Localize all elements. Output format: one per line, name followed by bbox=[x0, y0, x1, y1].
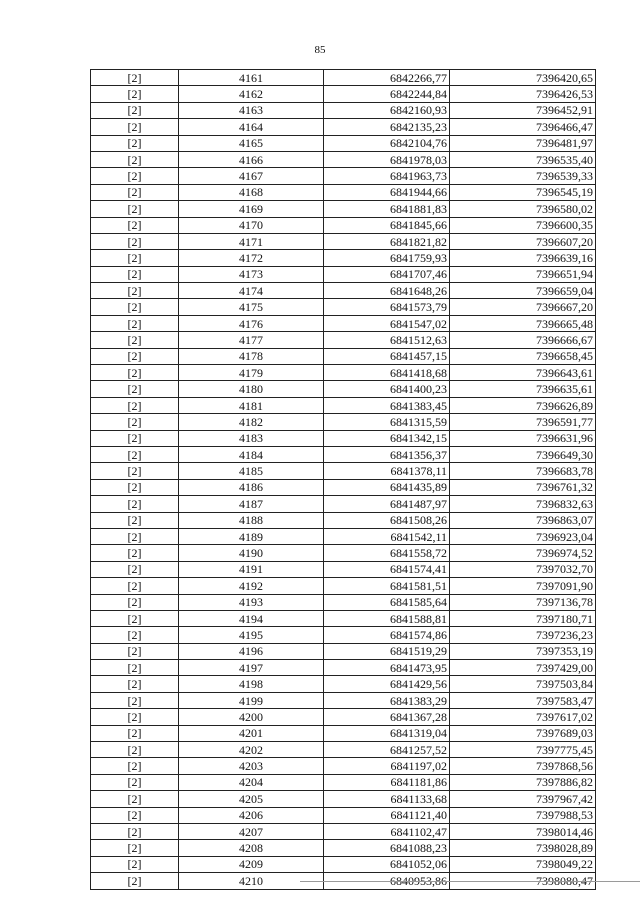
x-coordinate-cell: 6840953,86 bbox=[324, 873, 450, 889]
x-coordinate-cell: 6842160,93 bbox=[324, 102, 450, 118]
x-coordinate-cell: 6841383,45 bbox=[324, 397, 450, 413]
y-coordinate-cell: 7397180,71 bbox=[450, 610, 596, 626]
point-number-cell: 4197 bbox=[179, 660, 324, 676]
ref-cell: [2] bbox=[91, 70, 179, 86]
table-row bbox=[91, 151, 596, 167]
point-number-cell: 4176 bbox=[179, 315, 324, 331]
point-number-cell: 4205 bbox=[179, 791, 324, 807]
ref-cell: [2] bbox=[91, 381, 179, 397]
ref-cell: [2] bbox=[91, 676, 179, 692]
point-number-cell: 4203 bbox=[179, 758, 324, 774]
point-number-cell: 4183 bbox=[179, 430, 324, 446]
y-coordinate-cell: 7397503,84 bbox=[450, 676, 596, 692]
ref-cell: [2] bbox=[91, 856, 179, 872]
point-number-cell: 4178 bbox=[179, 348, 324, 364]
point-number-cell: 4204 bbox=[179, 774, 324, 790]
ref-cell: [2] bbox=[91, 873, 179, 889]
footer-rule bbox=[300, 881, 640, 882]
x-coordinate-cell: 6841133,68 bbox=[324, 791, 450, 807]
point-number-cell: 4201 bbox=[179, 725, 324, 741]
ref-cell: [2] bbox=[91, 594, 179, 610]
x-coordinate-cell: 6841367,28 bbox=[324, 709, 450, 725]
y-coordinate-cell: 7396761,32 bbox=[450, 479, 596, 495]
x-coordinate-cell: 6841978,03 bbox=[324, 151, 450, 167]
x-coordinate-cell: 6841648,26 bbox=[324, 283, 450, 299]
table-row bbox=[91, 266, 596, 282]
point-number-cell: 4187 bbox=[179, 496, 324, 512]
y-coordinate-cell: 7396426,53 bbox=[450, 86, 596, 102]
y-coordinate-cell: 7396666,67 bbox=[450, 332, 596, 348]
y-coordinate-cell: 7396535,40 bbox=[450, 151, 596, 167]
point-number-cell: 4163 bbox=[179, 102, 324, 118]
ref-cell: [2] bbox=[91, 250, 179, 266]
x-coordinate-cell: 6841542,11 bbox=[324, 528, 450, 544]
table-row bbox=[91, 119, 596, 135]
x-coordinate-cell: 6841429,56 bbox=[324, 676, 450, 692]
y-coordinate-cell: 7397353,19 bbox=[450, 643, 596, 659]
table-row bbox=[91, 676, 596, 692]
ref-cell: [2] bbox=[91, 217, 179, 233]
table-row bbox=[91, 446, 596, 462]
ref-cell: [2] bbox=[91, 332, 179, 348]
x-coordinate-cell: 6842135,23 bbox=[324, 119, 450, 135]
y-coordinate-cell: 7396639,16 bbox=[450, 250, 596, 266]
point-number-cell: 4209 bbox=[179, 856, 324, 872]
y-coordinate-cell: 7396626,89 bbox=[450, 397, 596, 413]
ref-cell: [2] bbox=[91, 610, 179, 626]
y-coordinate-cell: 7397886,82 bbox=[450, 774, 596, 790]
point-number-cell: 4194 bbox=[179, 610, 324, 626]
point-number-cell: 4188 bbox=[179, 512, 324, 528]
ref-cell: [2] bbox=[91, 315, 179, 331]
y-coordinate-cell: 7396635,61 bbox=[450, 381, 596, 397]
y-coordinate-cell: 7396667,20 bbox=[450, 299, 596, 315]
x-coordinate-cell: 6841512,63 bbox=[324, 332, 450, 348]
point-number-cell: 4184 bbox=[179, 446, 324, 462]
table-row bbox=[91, 627, 596, 643]
y-coordinate-cell: 7396659,04 bbox=[450, 283, 596, 299]
table-row bbox=[91, 660, 596, 676]
point-number-cell: 4165 bbox=[179, 135, 324, 151]
y-coordinate-cell: 7396631,96 bbox=[450, 430, 596, 446]
x-coordinate-cell: 6841319,04 bbox=[324, 725, 450, 741]
table-row bbox=[91, 774, 596, 790]
ref-cell: [2] bbox=[91, 479, 179, 495]
table-row bbox=[91, 479, 596, 495]
table-row bbox=[91, 643, 596, 659]
y-coordinate-cell: 7397032,70 bbox=[450, 561, 596, 577]
table-row bbox=[91, 742, 596, 758]
ref-cell: [2] bbox=[91, 233, 179, 249]
table-row bbox=[91, 332, 596, 348]
table-row bbox=[91, 512, 596, 528]
ref-cell: [2] bbox=[91, 446, 179, 462]
x-coordinate-cell: 6841845,66 bbox=[324, 217, 450, 233]
table-row bbox=[91, 561, 596, 577]
point-number-cell: 4179 bbox=[179, 365, 324, 381]
point-number-cell: 4196 bbox=[179, 643, 324, 659]
x-coordinate-cell: 6841558,72 bbox=[324, 545, 450, 561]
y-coordinate-cell: 7397091,90 bbox=[450, 578, 596, 594]
x-coordinate-cell: 6841435,89 bbox=[324, 479, 450, 495]
table-row bbox=[91, 299, 596, 315]
x-coordinate-cell: 6841821,82 bbox=[324, 233, 450, 249]
point-number-cell: 4171 bbox=[179, 233, 324, 249]
y-coordinate-cell: 7396863,07 bbox=[450, 512, 596, 528]
ref-cell: [2] bbox=[91, 414, 179, 430]
y-coordinate-cell: 7397429,00 bbox=[450, 660, 596, 676]
point-number-cell: 4186 bbox=[179, 479, 324, 495]
y-coordinate-cell: 7396832,63 bbox=[450, 496, 596, 512]
ref-cell: [2] bbox=[91, 430, 179, 446]
point-number-cell: 4207 bbox=[179, 823, 324, 839]
y-coordinate-cell: 7396580,02 bbox=[450, 201, 596, 217]
x-coordinate-cell: 6841519,29 bbox=[324, 643, 450, 659]
x-coordinate-cell: 6841181,86 bbox=[324, 774, 450, 790]
ref-cell: [2] bbox=[91, 545, 179, 561]
point-number-cell: 4199 bbox=[179, 692, 324, 708]
ref-cell: [2] bbox=[91, 135, 179, 151]
y-coordinate-cell: 7396651,94 bbox=[450, 266, 596, 282]
table-row bbox=[91, 201, 596, 217]
point-number-cell: 4192 bbox=[179, 578, 324, 594]
y-coordinate-cell: 7396420,65 bbox=[450, 70, 596, 86]
x-coordinate-cell: 6841315,59 bbox=[324, 414, 450, 430]
y-coordinate-cell: 7396600,35 bbox=[450, 217, 596, 233]
ref-cell: [2] bbox=[91, 807, 179, 823]
point-number-cell: 4208 bbox=[179, 840, 324, 856]
ref-cell: [2] bbox=[91, 496, 179, 512]
coordinates-table bbox=[90, 69, 596, 890]
table-row bbox=[91, 397, 596, 413]
table-row bbox=[91, 250, 596, 266]
x-coordinate-cell: 6841052,06 bbox=[324, 856, 450, 872]
ref-cell: [2] bbox=[91, 168, 179, 184]
table-row bbox=[91, 692, 596, 708]
ref-cell: [2] bbox=[91, 151, 179, 167]
x-coordinate-cell: 6841383,29 bbox=[324, 692, 450, 708]
table-row bbox=[91, 414, 596, 430]
x-coordinate-cell: 6841356,37 bbox=[324, 446, 450, 462]
ref-cell: [2] bbox=[91, 709, 179, 725]
point-number-cell: 4167 bbox=[179, 168, 324, 184]
x-coordinate-cell: 6841881,83 bbox=[324, 201, 450, 217]
point-number-cell: 4174 bbox=[179, 283, 324, 299]
x-coordinate-cell: 6841473,95 bbox=[324, 660, 450, 676]
point-number-cell: 4175 bbox=[179, 299, 324, 315]
x-coordinate-cell: 6841257,52 bbox=[324, 742, 450, 758]
point-number-cell: 4172 bbox=[179, 250, 324, 266]
point-number-cell: 4190 bbox=[179, 545, 324, 561]
ref-cell: [2] bbox=[91, 758, 179, 774]
ref-cell: [2] bbox=[91, 86, 179, 102]
table-row bbox=[91, 381, 596, 397]
ref-cell: [2] bbox=[91, 774, 179, 790]
x-coordinate-cell: 6841508,26 bbox=[324, 512, 450, 528]
y-coordinate-cell: 7396545,19 bbox=[450, 184, 596, 200]
point-number-cell: 4185 bbox=[179, 463, 324, 479]
table-row bbox=[91, 168, 596, 184]
y-coordinate-cell: 7397988,53 bbox=[450, 807, 596, 823]
table-row bbox=[91, 823, 596, 839]
ref-cell: [2] bbox=[91, 348, 179, 364]
x-coordinate-cell: 6841102,47 bbox=[324, 823, 450, 839]
y-coordinate-cell: 7397967,42 bbox=[450, 791, 596, 807]
y-coordinate-cell: 7396591,77 bbox=[450, 414, 596, 430]
table-row bbox=[91, 791, 596, 807]
x-coordinate-cell: 6841585,64 bbox=[324, 594, 450, 610]
table-body bbox=[91, 70, 596, 890]
ref-cell: [2] bbox=[91, 791, 179, 807]
point-number-cell: 4161 bbox=[179, 70, 324, 86]
table-row bbox=[91, 315, 596, 331]
y-coordinate-cell: 7396643,61 bbox=[450, 365, 596, 381]
table-row bbox=[91, 233, 596, 249]
point-number-cell: 4177 bbox=[179, 332, 324, 348]
ref-cell: [2] bbox=[91, 643, 179, 659]
table-row bbox=[91, 856, 596, 872]
x-coordinate-cell: 6841418,68 bbox=[324, 365, 450, 381]
ref-cell: [2] bbox=[91, 397, 179, 413]
point-number-cell: 4162 bbox=[179, 86, 324, 102]
table-row bbox=[91, 610, 596, 626]
point-number-cell: 4170 bbox=[179, 217, 324, 233]
ref-cell: [2] bbox=[91, 283, 179, 299]
point-number-cell: 4198 bbox=[179, 676, 324, 692]
point-number-cell: 4189 bbox=[179, 528, 324, 544]
ref-cell: [2] bbox=[91, 201, 179, 217]
table-row bbox=[91, 135, 596, 151]
point-number-cell: 4173 bbox=[179, 266, 324, 282]
y-coordinate-cell: 7398028,89 bbox=[450, 840, 596, 856]
point-number-cell: 4193 bbox=[179, 594, 324, 610]
ref-cell: [2] bbox=[91, 463, 179, 479]
ref-cell: [2] bbox=[91, 102, 179, 118]
y-coordinate-cell: 7396658,45 bbox=[450, 348, 596, 364]
table-row bbox=[91, 217, 596, 233]
x-coordinate-cell: 6841759,93 bbox=[324, 250, 450, 266]
y-coordinate-cell: 7397236,23 bbox=[450, 627, 596, 643]
page-number: 85 bbox=[314, 44, 326, 56]
y-coordinate-cell: 7396923,04 bbox=[450, 528, 596, 544]
table-row bbox=[91, 70, 596, 86]
point-number-cell: 4169 bbox=[179, 201, 324, 217]
x-coordinate-cell: 6841121,40 bbox=[324, 807, 450, 823]
x-coordinate-cell: 6841400,23 bbox=[324, 381, 450, 397]
y-coordinate-cell: 7397583,47 bbox=[450, 692, 596, 708]
y-coordinate-cell: 7397689,03 bbox=[450, 725, 596, 741]
y-coordinate-cell: 7396665,48 bbox=[450, 315, 596, 331]
x-coordinate-cell: 6841457,15 bbox=[324, 348, 450, 364]
ref-cell: [2] bbox=[91, 528, 179, 544]
table-row bbox=[91, 545, 596, 561]
ref-cell: [2] bbox=[91, 742, 179, 758]
y-coordinate-cell: 7396607,20 bbox=[450, 233, 596, 249]
y-coordinate-cell: 7396452,91 bbox=[450, 102, 596, 118]
point-number-cell: 4181 bbox=[179, 397, 324, 413]
ref-cell: [2] bbox=[91, 725, 179, 741]
x-coordinate-cell: 6841588,81 bbox=[324, 610, 450, 626]
point-number-cell: 4182 bbox=[179, 414, 324, 430]
ref-cell: [2] bbox=[91, 578, 179, 594]
table-row bbox=[91, 594, 596, 610]
table-row bbox=[91, 463, 596, 479]
y-coordinate-cell: 7397617,02 bbox=[450, 709, 596, 725]
ref-cell: [2] bbox=[91, 823, 179, 839]
point-number-cell: 4210 bbox=[179, 873, 324, 889]
table-row bbox=[91, 807, 596, 823]
ref-cell: [2] bbox=[91, 561, 179, 577]
ref-cell: [2] bbox=[91, 627, 179, 643]
ref-cell: [2] bbox=[91, 365, 179, 381]
point-number-cell: 4180 bbox=[179, 381, 324, 397]
x-coordinate-cell: 6841581,51 bbox=[324, 578, 450, 594]
table-row bbox=[91, 86, 596, 102]
ref-cell: [2] bbox=[91, 840, 179, 856]
table-row bbox=[91, 528, 596, 544]
table-row bbox=[91, 758, 596, 774]
point-number-cell: 4168 bbox=[179, 184, 324, 200]
y-coordinate-cell: 7396539,33 bbox=[450, 168, 596, 184]
y-coordinate-cell: 7397868,56 bbox=[450, 758, 596, 774]
y-coordinate-cell: 7398014,46 bbox=[450, 823, 596, 839]
point-number-cell: 4195 bbox=[179, 627, 324, 643]
y-coordinate-cell: 7397136,78 bbox=[450, 594, 596, 610]
y-coordinate-cell: 7396974,52 bbox=[450, 545, 596, 561]
table-row bbox=[91, 283, 596, 299]
x-coordinate-cell: 6841547,02 bbox=[324, 315, 450, 331]
y-coordinate-cell: 7396481,97 bbox=[450, 135, 596, 151]
table-row bbox=[91, 102, 596, 118]
ref-cell: [2] bbox=[91, 692, 179, 708]
table-row bbox=[91, 430, 596, 446]
x-coordinate-cell: 6841574,41 bbox=[324, 561, 450, 577]
point-number-cell: 4164 bbox=[179, 119, 324, 135]
ref-cell: [2] bbox=[91, 119, 179, 135]
x-coordinate-cell: 6841573,79 bbox=[324, 299, 450, 315]
point-number-cell: 4191 bbox=[179, 561, 324, 577]
table-row bbox=[91, 578, 596, 594]
table-row bbox=[91, 725, 596, 741]
x-coordinate-cell: 6841088,23 bbox=[324, 840, 450, 856]
point-number-cell: 4206 bbox=[179, 807, 324, 823]
table-row bbox=[91, 496, 596, 512]
table-row bbox=[91, 348, 596, 364]
x-coordinate-cell: 6841378,11 bbox=[324, 463, 450, 479]
x-coordinate-cell: 6841963,73 bbox=[324, 168, 450, 184]
x-coordinate-cell: 6842266,77 bbox=[324, 70, 450, 86]
ref-cell: [2] bbox=[91, 299, 179, 315]
table-row bbox=[91, 840, 596, 856]
x-coordinate-cell: 6841487,97 bbox=[324, 496, 450, 512]
ref-cell: [2] bbox=[91, 266, 179, 282]
point-number-cell: 4166 bbox=[179, 151, 324, 167]
y-coordinate-cell: 7398049,22 bbox=[450, 856, 596, 872]
x-coordinate-cell: 6841574,86 bbox=[324, 627, 450, 643]
ref-cell: [2] bbox=[91, 184, 179, 200]
x-coordinate-cell: 6841197,02 bbox=[324, 758, 450, 774]
ref-cell: [2] bbox=[91, 660, 179, 676]
x-coordinate-cell: 6841342,15 bbox=[324, 430, 450, 446]
table-row bbox=[91, 365, 596, 381]
y-coordinate-cell: 7396466,47 bbox=[450, 119, 596, 135]
table-row bbox=[91, 709, 596, 725]
ref-cell: [2] bbox=[91, 512, 179, 528]
y-coordinate-cell: 7396683,78 bbox=[450, 463, 596, 479]
x-coordinate-cell: 6841944,66 bbox=[324, 184, 450, 200]
x-coordinate-cell: 6842104,76 bbox=[324, 135, 450, 151]
y-coordinate-cell: 7397775,45 bbox=[450, 742, 596, 758]
table-row bbox=[91, 184, 596, 200]
x-coordinate-cell: 6842244,84 bbox=[324, 86, 450, 102]
x-coordinate-cell: 6841707,46 bbox=[324, 266, 450, 282]
point-number-cell: 4202 bbox=[179, 742, 324, 758]
y-coordinate-cell: 7396649,30 bbox=[450, 446, 596, 462]
point-number-cell: 4200 bbox=[179, 709, 324, 725]
y-coordinate-cell: 7398080,47 bbox=[450, 873, 596, 889]
